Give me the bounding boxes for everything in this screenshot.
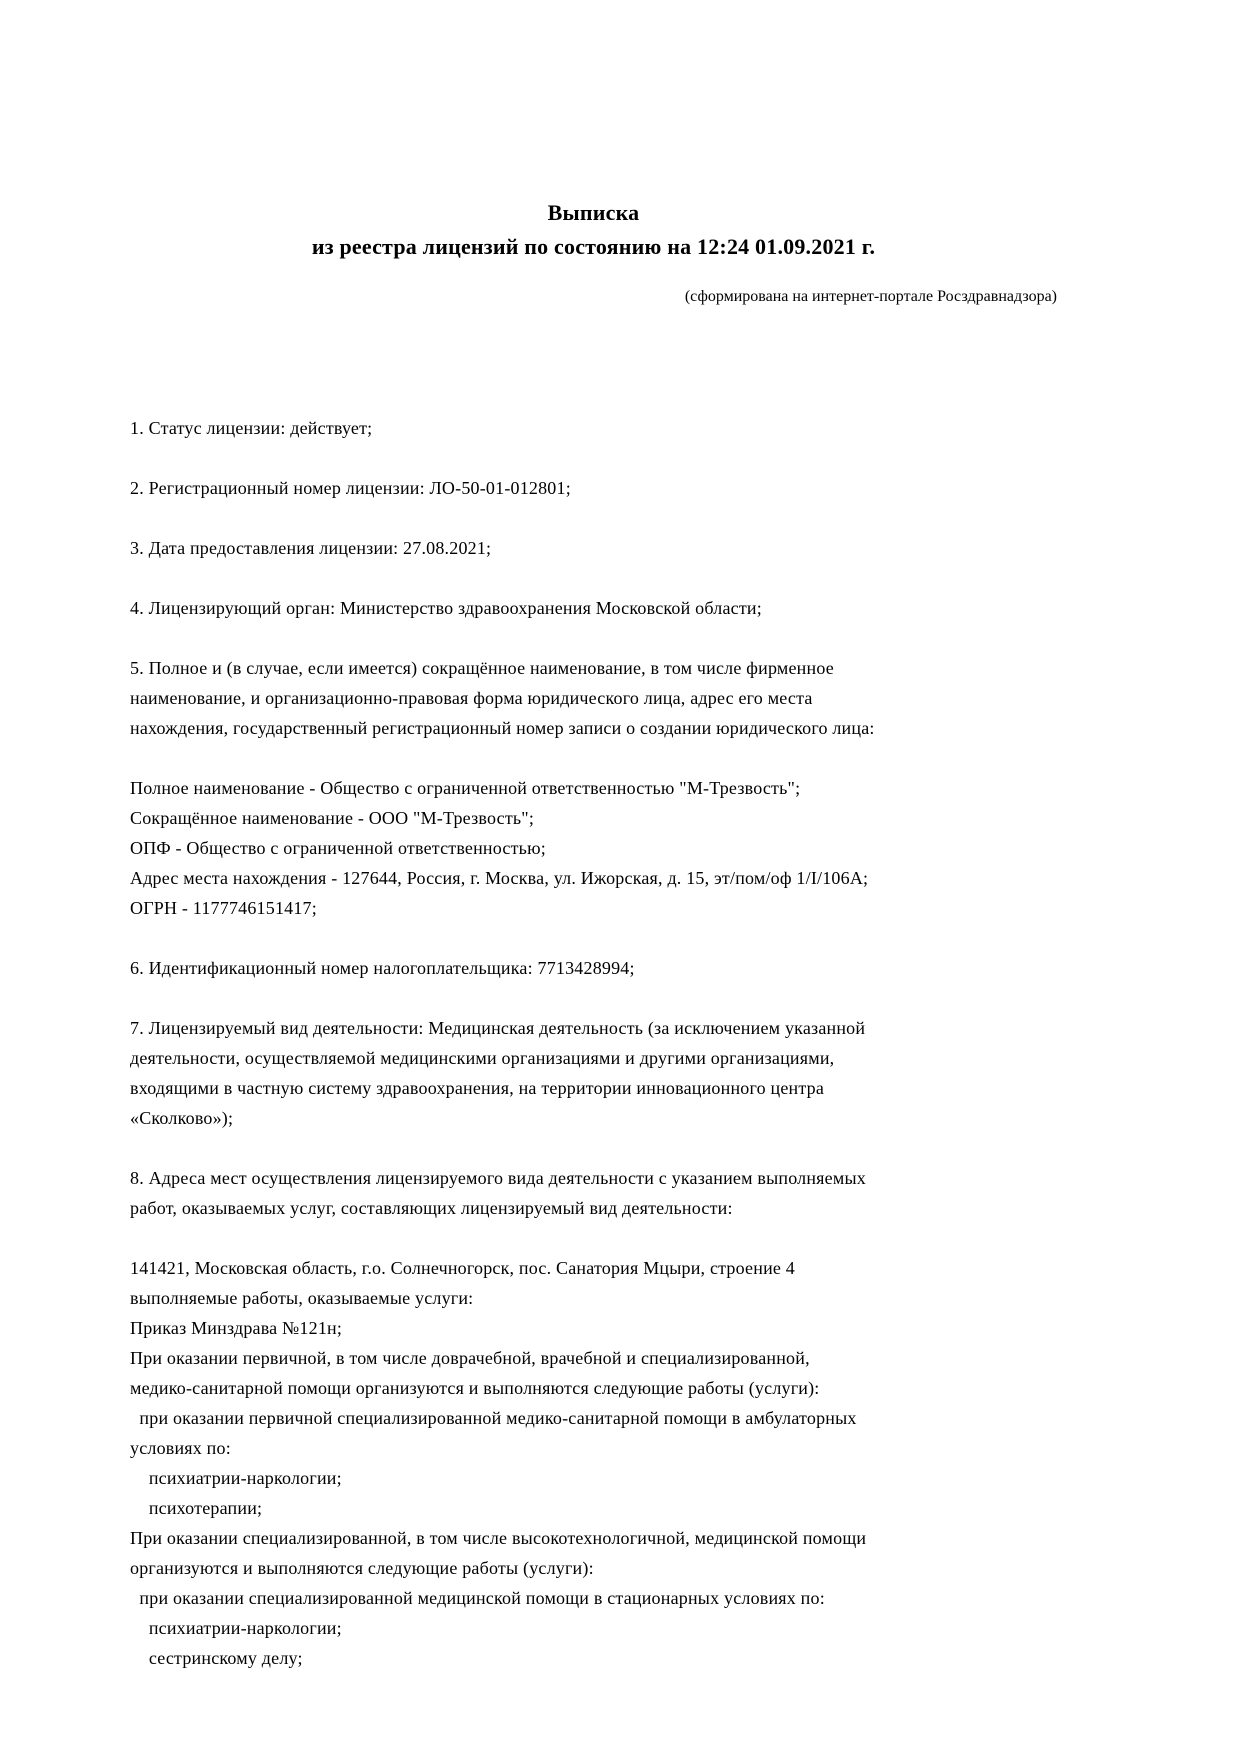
document-line: условиях по: (130, 1438, 231, 1458)
document-line: ОПФ - Общество с ограниченной ответственностью; (130, 838, 546, 858)
document-line: При оказании специализированной, в том числе высокотехнологичной, медицинской помощи (130, 1528, 867, 1548)
document-line: работ, оказываемых услуг, составляющих лицензируемый вид деятельности: (130, 1198, 733, 1218)
document-line: Сокращённое наименование - ООО "М-Трезвость"; (130, 808, 535, 828)
document-line (130, 1133, 1150, 1163)
document-subtitle: (сформирована на интернет-портале Росздравнадзора) (684, 288, 1057, 305)
document-line: 5. Полное и (в случае, если имеется) сокращённое наименование, в том числе фирменное (130, 658, 834, 678)
document-title (130, 196, 1057, 264)
document-line: медико-санитарной помощи организуются и выполняются следующие работы (услуги): (130, 1378, 820, 1398)
document-title-line-1: Выписка (547, 200, 640, 225)
document-line (130, 743, 1150, 773)
document-line: Адрес места нахождения - 127644, Россия, г. Москва, ул. Ижорская, д. 15, эт/пом/оф 1/I/106А; (130, 868, 869, 888)
document-line: психотерапии; (130, 1498, 263, 1518)
document-line (130, 1223, 1150, 1253)
document-line: организуются и выполняются следующие работы (услуги): (130, 1558, 594, 1578)
document-line: При оказании первичной, в том числе доврачебной, врачебной и специализированной, (130, 1348, 810, 1368)
document-line: «Сколково»); (130, 1108, 234, 1128)
document-line: Полное наименование - Общество с ограниченной ответственностью "М-Трезвость"; (130, 778, 801, 798)
document-line: выполняемые работы, оказываемые услуги: (130, 1288, 474, 1308)
document-line: 4. Лицензирующий орган: Министерство здравоохранения Московской области; (130, 598, 762, 618)
document-line: психиатрии-наркологии; (130, 1618, 342, 1638)
document-line: при оказании первичной специализированной медико-санитарной помощи в амбулаторных (130, 1408, 857, 1428)
document-line: 7. Лицензируемый вид деятельности: Медицинская деятельность (за исключением указанной (130, 1018, 866, 1038)
document-body-text (130, 413, 1150, 1673)
document-line: Приказ Минздрава №121н; (130, 1318, 343, 1338)
document-line: психиатрии-наркологии; (130, 1468, 342, 1488)
document-line (130, 623, 1150, 653)
document-line (130, 923, 1150, 953)
document-line (130, 503, 1150, 533)
document-line (130, 983, 1150, 1013)
document-line: сестринскому делу; (130, 1648, 303, 1668)
document-line: ОГРН - 1177746151417; (130, 898, 317, 918)
document-line: нахождения, государственный регистрационный номер записи о создании юридического лица: (130, 718, 875, 738)
document-line (130, 563, 1150, 593)
document-line: 3. Дата предоставления лицензии: 27.08.2021; (130, 538, 492, 558)
document-title-line-2: из реестра лицензий по состоянию на 12:24 01.09.2021 г. (311, 234, 876, 259)
document-line: входящими в частную систему здравоохранения, на территории инновационного центра (130, 1078, 825, 1098)
document-line: при оказании специализированной медицинской помощи в стационарных условиях по: (130, 1588, 825, 1608)
document-line: 1. Статус лицензии: действует; (130, 418, 373, 438)
document-line (130, 443, 1150, 473)
document-line: 8. Адреса мест осуществления лицензируемого вида деятельности с указанием выполняемых (130, 1168, 866, 1188)
document-line: наименование, и организационно-правовая форма юридического лица, адрес его места (130, 688, 813, 708)
document-line: 2. Регистрационный номер лицензии: ЛО-50-01-012801; (130, 478, 571, 498)
document-line: 141421, Московская область, г.о. Солнечногорск, пос. Санатория Мцыри, строение 4 (130, 1258, 795, 1278)
document-line: 6. Идентификационный номер налогоплательщика: 7713428994; (130, 958, 635, 978)
document-line: деятельности, осуществляемой медицинскими организациями и другими организациями, (130, 1048, 835, 1068)
